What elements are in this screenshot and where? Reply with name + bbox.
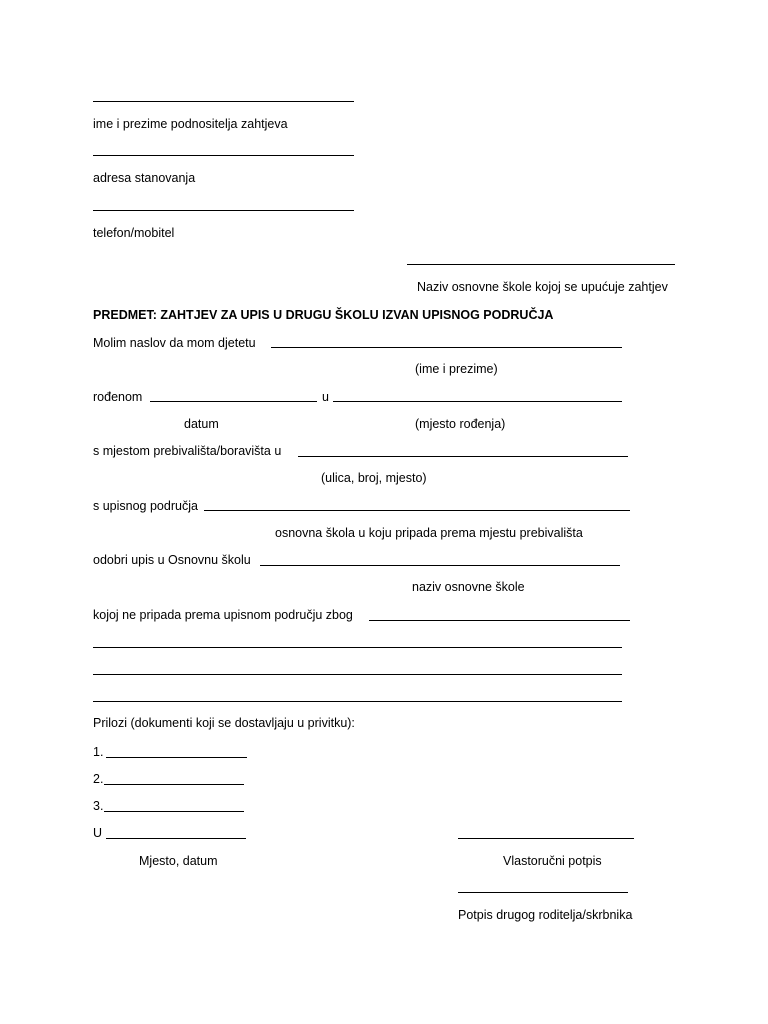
- birthplace-line[interactable]: [333, 401, 622, 402]
- applicant-phone-line[interactable]: [93, 210, 354, 211]
- area-school-line[interactable]: [204, 510, 630, 511]
- child-name-caption: (ime i prezime): [415, 362, 498, 376]
- attachment-number-1: 1.: [93, 745, 104, 759]
- residence-line[interactable]: [298, 456, 628, 457]
- attachments-heading: Prilozi (dokumenti koji se dostavljaju u privitku):: [93, 716, 355, 730]
- residence-prefix: s mjestom prebivališta/boravišta u: [93, 444, 282, 458]
- reason-line-3[interactable]: [93, 674, 622, 675]
- attachment-number-3: 3.: [93, 799, 104, 813]
- target-school-line[interactable]: [260, 565, 620, 566]
- target-school-caption: naziv osnovne škole: [412, 580, 525, 594]
- attachment-line-2[interactable]: [104, 784, 244, 785]
- applicant-address-line[interactable]: [93, 155, 354, 156]
- second-signature-line[interactable]: [458, 892, 628, 893]
- signature-caption: Vlastoručni potpis: [503, 854, 602, 868]
- request-prefix: Molim naslov da mom djetetu: [93, 336, 256, 350]
- school-name-caption: Naziv osnovne škole kojoj se upućuje zahtjev: [417, 280, 668, 294]
- attachment-line-3[interactable]: [104, 811, 244, 812]
- residence-caption: (ulica, broj, mjesto): [321, 471, 427, 485]
- signature-line[interactable]: [458, 838, 634, 839]
- reason-line-4[interactable]: [93, 701, 622, 702]
- child-name-line[interactable]: [271, 347, 622, 348]
- second-signature-caption: Potpis drugog roditelja/skrbnika: [458, 908, 633, 922]
- place-prefix: U: [93, 826, 103, 840]
- applicant-phone-caption: telefon/mobitel: [93, 226, 175, 240]
- birth-date-line[interactable]: [150, 401, 317, 402]
- area-school-caption: osnovna škola u koju pripada prema mjestu prebivališta: [275, 526, 583, 540]
- in-word: u: [322, 390, 329, 404]
- place-date-caption: Mjesto, datum: [139, 854, 218, 868]
- area-prefix: s upisnog područja: [93, 499, 198, 513]
- born-prefix: rođenom: [93, 390, 143, 404]
- birthplace-caption: (mjesto rođenja): [415, 417, 506, 431]
- place-date-line[interactable]: [106, 838, 246, 839]
- subject-heading: PREDMET: ZAHTJEV ZA UPIS U DRUGU ŠKOLU IZVAN UPISNOG PODRUČJA: [93, 308, 554, 322]
- attachment-number-2: 2.: [93, 772, 104, 786]
- reason-line-1[interactable]: [369, 620, 630, 621]
- approve-prefix: odobri upis u Osnovnu školu: [93, 553, 251, 567]
- applicant-name-caption: ime i prezime podnositelja zahtjeva: [93, 117, 288, 131]
- reason-prefix: kojoj ne pripada prema upisnom području zbog: [93, 608, 353, 622]
- attachment-line-1[interactable]: [106, 757, 247, 758]
- birth-date-caption: datum: [184, 417, 219, 431]
- school-name-line[interactable]: [407, 264, 675, 265]
- applicant-name-line[interactable]: [93, 101, 354, 102]
- reason-line-2[interactable]: [93, 647, 622, 648]
- applicant-address-caption: adresa stanovanja: [93, 171, 196, 185]
